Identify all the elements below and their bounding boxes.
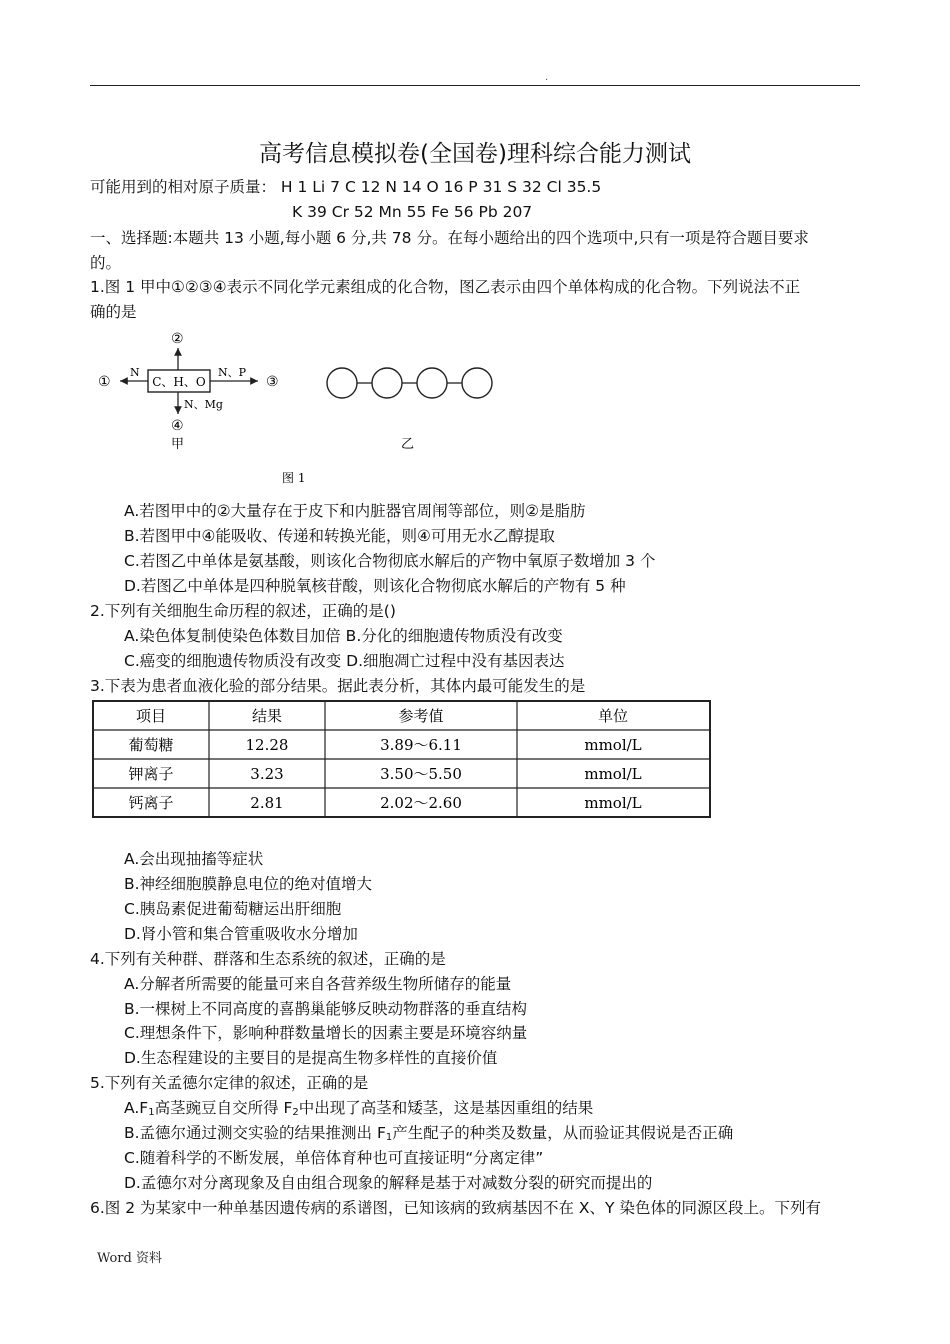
q1-stem-line-2: 确的是: [90, 303, 137, 321]
q5-option-c: C.随着科学的不断发展，单倍体育种也可直接证明“分离定律”: [124, 1149, 544, 1167]
table-cell: 2.02～2.60: [380, 794, 462, 812]
label-yi: 乙: [401, 437, 415, 452]
q2-stem: 2.下列有关细胞生命历程的叙述，正确的是(): [90, 602, 396, 620]
figure-caption: 图 1: [282, 471, 306, 485]
atomic-mass-line-1: 可能用到的相对原子质量： H 1 Li 7 C 12 N 14 O 16 P 31 S 32 Cl 35.5: [90, 178, 602, 196]
q6-stem: 6.图 2 为某家中一种单基因遗传病的系谱图，已知该病的致病基因不在 X、Y 染色体的同源区段上。下列有: [90, 1199, 821, 1217]
table-cell: mmol/L: [584, 794, 642, 812]
table-cell: 葡萄糖: [128, 736, 174, 754]
monomer-circle: [462, 368, 492, 398]
q5-option-b: B.孟德尔通过测交实验的结果推测出 $F_1$产生配子的种类及数量，从而验证其假说是否正确: [124, 1124, 734, 1143]
label-n-mg: N、Mg: [184, 398, 223, 411]
q1-option-c: C.若图乙中单体是氨基酸，则该化合物彻底水解后的产物中氧原子数增加 3 个: [124, 552, 656, 570]
table-header: 结果: [251, 707, 283, 725]
q3-option-b: B.神经细胞膜静息电位的绝对值增大: [124, 875, 373, 893]
q2-options-cd: C.癌变的细胞遗传物质没有改变 D.细胞凋亡过程中没有基因表达: [124, 652, 565, 670]
q4-stem: 4.下列有关种群、群落和生态系统的叙述，正确的是: [90, 950, 446, 968]
table-cell: 钾离子: [128, 765, 174, 783]
label-n-p: N、P: [218, 366, 247, 379]
table-cell: 3.50～5.50: [380, 765, 462, 783]
monomer-circle: [372, 368, 402, 398]
q4-option-b: B.一棵树上不同高度的喜鹊巢能够反映动物群落的垂直结构: [124, 1000, 528, 1018]
page-title: 高考信息模拟卷(全国卷)理科综合能力测试: [259, 141, 691, 167]
blood-test-table: [92, 700, 711, 818]
q5-option-d: D.孟德尔对分离现象及自由组合现象的解释是基于对减数分裂的研究而提出的: [124, 1174, 653, 1192]
q3-option-c: C.胰岛素促进葡萄糖运出肝细胞: [124, 900, 342, 918]
label-n: N: [130, 366, 140, 379]
section-intro-line-1: 一、选择题:本题共 13 小题,每小题 6 分,共 78 分。在每小题给出的四个选项中,只有一项是符合题目要求: [90, 229, 809, 247]
table-header: 单位: [597, 707, 629, 725]
table-header: 项目: [135, 707, 167, 725]
q4-option-a: A.分解者所需要的能量可来自各营养级生物所储存的能量: [124, 975, 512, 993]
q3-option-d: D.肾小管和集合管重吸收水分增加: [124, 925, 358, 943]
node-1: ①: [98, 374, 111, 390]
table-cell: mmol/L: [584, 765, 642, 783]
atomic-mass-line-2: K 39 Cr 52 Mn 55 Fe 56 Pb 207: [292, 203, 533, 221]
q2-options-ab: A.染色体复制使染色体数目加倍 B.分化的细胞遗传物质没有改变: [124, 627, 563, 645]
header-mark: .: [545, 72, 549, 83]
table-cell: 钙离子: [128, 794, 174, 812]
q3-stem: 3.下表为患者血液化验的部分结果。据此表分析，其体内最可能发生的是: [90, 677, 586, 695]
q1-option-a: A.若图甲中的②大量存在于皮下和内脏器官周闱等部位，则②是脂肪: [124, 502, 586, 520]
q1-option-d: D.若图乙中单体是四种脱氧核苷酸，则该化合物彻底水解后的产物有 5 种: [124, 577, 626, 595]
monomer-circle: [417, 368, 447, 398]
q4-option-d: D.生态程建设的主要目的是提高生物多样性的直接价值: [124, 1049, 498, 1067]
q1-option-b: B.若图甲中④能吸收、传递和转换光能，则④可用无水乙醇提取: [124, 527, 555, 545]
q3-option-a: A.会出现抽搐等症状: [124, 850, 264, 868]
q5-option-a: $A.F_1$高茎豌豆自交所得 $F_2$中出现了高茎和矮茎，这是基因重组的结果: [124, 1099, 594, 1118]
section-intro-line-2: 的。: [90, 254, 122, 272]
table-cell: mmol/L: [584, 736, 642, 754]
center-box-label: C、H、O: [152, 375, 206, 389]
q1-stem-line-1: 1.图 1 甲中①②③④表示不同化学元素组成的化合物，图乙表示由四个单体构成的化合物。下列说法不正: [90, 278, 801, 296]
q5-stem: 5.下列有关孟德尔定律的叙述，正确的是: [90, 1074, 369, 1092]
monomer-circle: [327, 368, 357, 398]
node-2: ②: [171, 331, 184, 347]
table-cell: 2.81: [250, 794, 284, 812]
q4-option-c: C.理想条件下，影响种群数量增长的因素主要是环境容纳量: [124, 1024, 528, 1042]
node-4: ④: [171, 418, 184, 434]
table-cell: 3.23: [250, 765, 284, 783]
header-rule: [90, 85, 860, 86]
label-jia: 甲: [171, 437, 185, 452]
table-cell: 12.28: [245, 736, 289, 754]
table-cell: 3.89～6.11: [380, 736, 462, 754]
footer: Word 资料: [97, 1251, 162, 1266]
figure-1: [90, 322, 510, 492]
node-3: ③: [266, 374, 279, 390]
table-header: 参考值: [398, 707, 444, 725]
